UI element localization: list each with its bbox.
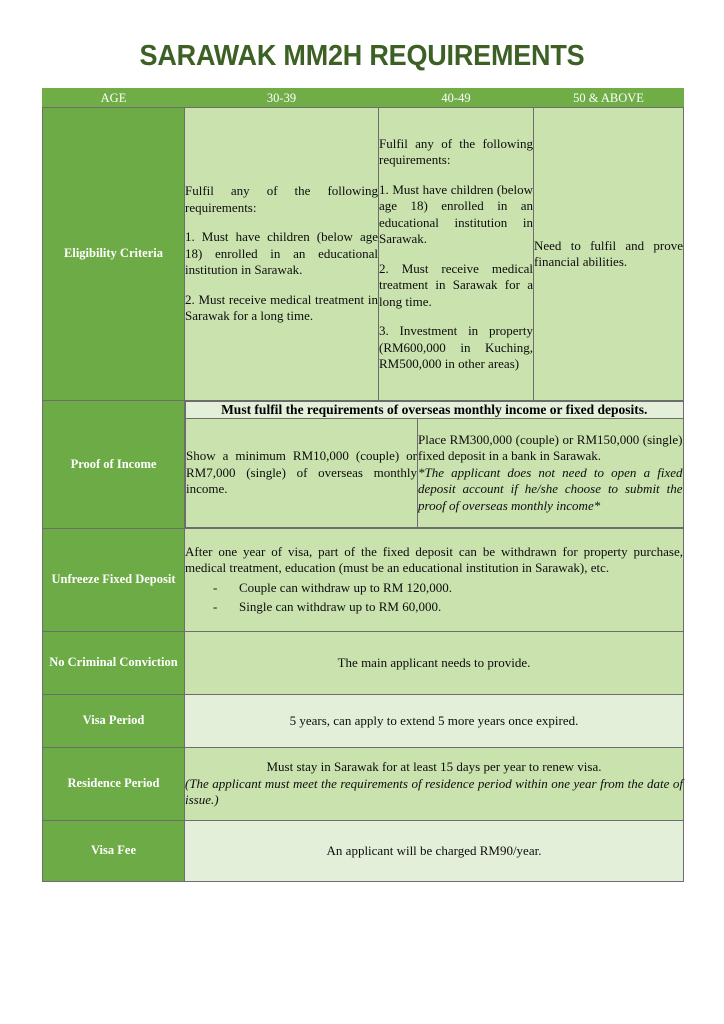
proof-of-income-split-row	[186, 419, 684, 528]
unfreeze-bullet-2: Single can withdraw up to RM 60,000.	[239, 598, 442, 614]
proof-of-income-subtable	[185, 401, 684, 528]
row-label-visa-fee: Visa Fee	[43, 821, 185, 882]
row-label-visa-period: Visa Period	[43, 695, 185, 748]
row-label-eligibility: Eligibility Criteria	[43, 108, 185, 401]
eligibility-40-49-cell	[379, 108, 534, 401]
list-item	[185, 598, 683, 617]
bullet-dash-marker: -	[213, 579, 218, 595]
proof-of-income-left-text: Show a minimum RM10,000 (couple) or RM7,000 (single) of overseas monthly income.	[186, 448, 417, 497]
residence-period-main: Must stay in Sarawak for at least 15 days per year to renew visa.	[266, 759, 602, 775]
proof-of-income-banner-row	[186, 402, 684, 419]
eligibility-40-49-intro: Fulfil any of the following requirements:	[379, 135, 533, 167]
header-age-40-49: 40-49	[379, 89, 534, 108]
table-row-proof-of-income	[43, 401, 684, 529]
eligibility-50-above-text: Need to fulfil and prove financial abilities.	[534, 237, 683, 269]
bullet-dash-marker: -	[213, 598, 218, 614]
unfreeze-intro: After one year of visa, part of the fixed deposit can be withdrawn for property purchase, medical treatment, education (must be an educational institution in Sarawak), etc.	[185, 543, 683, 576]
table-row-eligibility	[43, 108, 684, 401]
unfreeze-bullet-list	[185, 579, 683, 617]
proof-of-income-content	[185, 401, 684, 529]
residence-period-cell	[185, 748, 684, 821]
list-item	[185, 579, 683, 598]
no-criminal-conviction-cell: The main applicant needs to provide.	[185, 632, 684, 695]
table-row-no-criminal-conviction	[43, 632, 684, 695]
visa-period-cell: 5 years, can apply to extend 5 more years once expired.	[185, 695, 684, 748]
table-row-visa-period	[43, 695, 684, 748]
row-label-unfreeze-fixed-deposit: Unfreeze Fixed Deposit	[43, 529, 185, 632]
proof-of-income-right-note: *The applicant does not need to open a fixed deposit account if he/she choose to submit the proof of overseas monthly income*	[418, 464, 683, 513]
table-row-residence-period	[43, 748, 684, 821]
proof-of-income-left-cell	[186, 419, 418, 528]
eligibility-50-above-cell	[534, 108, 684, 401]
residence-period-note: (The applicant must meet the requirements of residence period within one year from the date of issue.)	[185, 775, 683, 808]
eligibility-40-49-item2: 2. Must receive medical treatment in Sarawak for a long time.	[379, 260, 533, 309]
header-age-30-39: 30-39	[185, 89, 379, 108]
table-row-unfreeze-fixed-deposit	[43, 529, 684, 632]
unfreeze-bullet-1: Couple can withdraw up to RM 120,000.	[239, 579, 453, 595]
row-label-residence-period: Residence Period	[43, 748, 185, 821]
header-age-50-above: 50 & ABOVE	[534, 89, 684, 108]
row-label-proof-of-income: Proof of Income	[43, 401, 185, 529]
table-row-visa-fee	[43, 821, 684, 882]
proof-of-income-banner: Must fulfil the requirements of overseas monthly income or fixed deposits.	[186, 402, 684, 419]
header-age: AGE	[43, 89, 185, 108]
eligibility-40-49-item3: 3. Investment in property (RM600,000 in Kuching, RM500,000 in other areas)	[379, 323, 533, 371]
proof-of-income-right-cell	[418, 419, 684, 528]
visa-fee-cell: An applicant will be charged RM90/year.	[185, 821, 684, 882]
table-header-row	[43, 89, 684, 108]
requirements-table	[42, 88, 684, 882]
page-title: SARAWAK MM2H REQUIREMENTS	[139, 40, 585, 72]
eligibility-30-39-item2: 2. Must receive medical treatment in Sarawak for a long time.	[185, 291, 378, 324]
eligibility-30-39-cell	[185, 108, 379, 401]
proof-of-income-right-main: Place RM300,000 (couple) or RM150,000 (single) fixed deposit in a bank in Sarawak.	[418, 431, 683, 464]
unfreeze-fixed-deposit-cell	[185, 529, 684, 632]
row-label-no-criminal-conviction: No Criminal Conviction	[43, 632, 185, 695]
eligibility-40-49-item1: 1. Must have children (below age 18) enrolled in an educational institution in Sarawak.	[379, 181, 533, 246]
eligibility-30-39-item1: 1. Must have children (below age 18) enrolled in an educational institution in Sarawak.	[185, 229, 378, 278]
eligibility-30-39-intro: Fulfil any of the following requirements:	[185, 183, 378, 215]
